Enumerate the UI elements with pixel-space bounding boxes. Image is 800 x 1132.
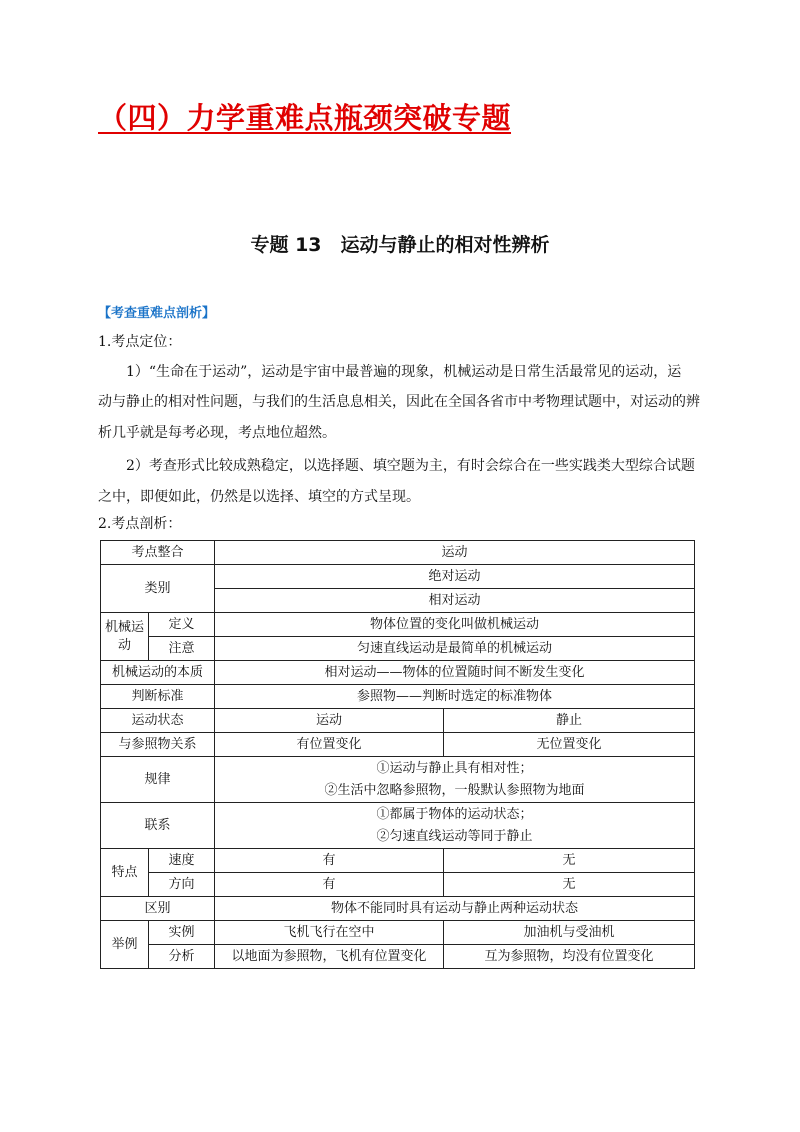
table-row bbox=[101, 733, 695, 757]
table-cell: 无位置变化 bbox=[444, 733, 695, 757]
table-row bbox=[101, 803, 695, 849]
table-row bbox=[101, 541, 695, 565]
table-cell: 实例 bbox=[149, 921, 215, 945]
table-row bbox=[101, 897, 695, 921]
table-row bbox=[101, 849, 695, 873]
table-cell: 无 bbox=[444, 873, 695, 897]
table-cell: 互为参照物，均没有位置变化 bbox=[444, 945, 695, 969]
table-cell: 定义 bbox=[149, 613, 215, 637]
table-cell: 匀速直线运动是最简单的机械运动 bbox=[215, 637, 695, 661]
table-cell: 物体位置的变化叫做机械运动 bbox=[215, 613, 695, 637]
table-cell: 与参照物关系 bbox=[101, 733, 215, 757]
table-cell: 相对运动——物体的位置随时间不断发生变化 bbox=[215, 661, 695, 685]
para1-line3: 析几乎就是每考必现，考点地位超然。 bbox=[98, 425, 336, 441]
item1-label: 1.考点定位： bbox=[98, 334, 182, 350]
table-cell: 相对运动 bbox=[215, 589, 695, 613]
rule-line-1: ①运动与静止具有相对性； bbox=[376, 760, 533, 776]
table-cell: 运动状态 bbox=[101, 709, 215, 733]
item2-label: 2.考点剖析： bbox=[98, 516, 182, 532]
table-cell: 有位置变化 bbox=[215, 733, 444, 757]
table-cell: 判断标准 bbox=[101, 685, 215, 709]
table-row bbox=[101, 921, 695, 945]
table-cell: 特点 bbox=[101, 849, 149, 897]
table-row bbox=[101, 613, 695, 637]
table-cell: 联系 bbox=[101, 803, 215, 849]
table-row bbox=[101, 709, 695, 733]
table-row bbox=[101, 565, 695, 589]
table-cell: 运动 bbox=[215, 709, 444, 733]
section-heading: 【考查重难点剖析】 bbox=[98, 306, 216, 321]
table-cell: 机械运动的本质 bbox=[101, 661, 215, 685]
table-cell: 速度 bbox=[149, 849, 215, 873]
table-row bbox=[101, 685, 695, 709]
table-cell: 机械运动 bbox=[101, 613, 149, 661]
table-cell: 分析 bbox=[149, 945, 215, 969]
table-cell: 绝对运动 bbox=[215, 565, 695, 589]
table-cell: 静止 bbox=[444, 709, 695, 733]
table-cell: 物体不能同时具有运动与静止两种运动状态 bbox=[215, 897, 695, 921]
para1-line2: 动与静止的相对性问题，与我们的生活息息相关，因此在全国各省市中考物理试题中，对运动的辨 bbox=[98, 394, 700, 410]
table-cell: 有 bbox=[215, 873, 444, 897]
table-cell: 以地面为参照物，飞机有位置变化 bbox=[215, 945, 444, 969]
table-cell bbox=[215, 803, 695, 849]
para1-line1: 1）“生命在于运动”，运动是宇宙中最普遍的现象，机械运动是日常生活最常见的运动，运 bbox=[126, 364, 682, 380]
table-cell: 参照物——判断时选定的标准物体 bbox=[215, 685, 695, 709]
table-cell: 规律 bbox=[101, 757, 215, 803]
table-cell: 举例 bbox=[101, 921, 149, 969]
table-cell: 考点整合 bbox=[101, 541, 215, 565]
table-cell: 类别 bbox=[101, 565, 215, 613]
analysis-table bbox=[100, 540, 695, 969]
table-cell: 运动 bbox=[215, 541, 695, 565]
table-cell: 有 bbox=[215, 849, 444, 873]
table-row bbox=[101, 757, 695, 803]
link-line-1: ①都属于物体的运动状态； bbox=[376, 806, 533, 822]
table-row bbox=[101, 661, 695, 685]
table-row bbox=[101, 637, 695, 661]
table-row bbox=[101, 873, 695, 897]
table-cell: 注意 bbox=[149, 637, 215, 661]
rule-line-2: ②生活中忽略参照物，一般默认参照物为地面 bbox=[324, 782, 585, 798]
table-cell: 飞机飞行在空中 bbox=[215, 921, 444, 945]
table-cell: 方向 bbox=[149, 873, 215, 897]
table-cell bbox=[215, 757, 695, 803]
table-row bbox=[101, 945, 695, 969]
para2-line1: 2）考查形式比较成熟稳定，以选择题、填空题为主，有时会综合在一些实践类大型综合试题 bbox=[126, 458, 695, 474]
link-line-2: ②匀速直线运动等同于静止 bbox=[376, 828, 533, 844]
main-title: （四）力学重难点瓶颈突破专题 bbox=[98, 101, 512, 135]
topic-title: 专题 13 运动与静止的相对性辨析 bbox=[250, 234, 550, 256]
table-cell: 区别 bbox=[101, 897, 215, 921]
table-cell: 加油机与受油机 bbox=[444, 921, 695, 945]
para2-line2: 之中，即便如此，仍然是以选择、填空的方式呈现。 bbox=[98, 489, 420, 505]
table-cell: 无 bbox=[444, 849, 695, 873]
